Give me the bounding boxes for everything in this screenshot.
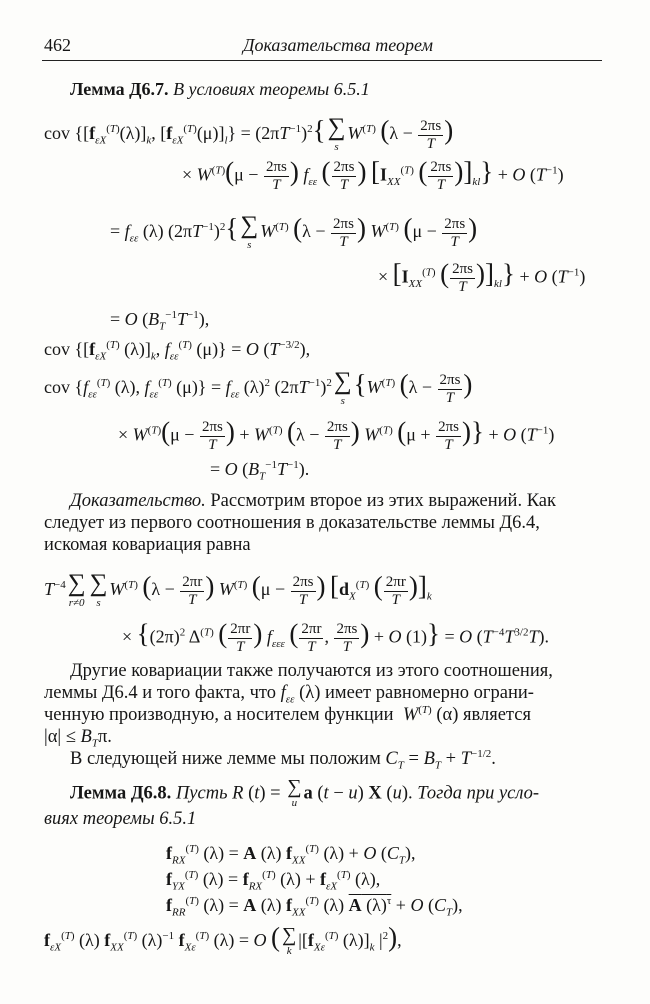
lemma-label: Лемма Д6.8.	[70, 783, 172, 804]
sum-symbol: ∑ s	[327, 114, 346, 153]
para-line-5: В следующей ниже лемме мы положим $C_T = B_T + T^{-1/2}$.	[70, 747, 496, 772]
equation-line-11: × {$(2\pi)^2$ $\Delta^{(T)}$ ( $\frac{2\pi r}{T}$ ) $f_{\varepsilon\varepsilon\varepsilon}$ ( $\frac{2\pi r}{T}$ , $\frac{2\pi s}{T}$ ) + O (1)} = O $(T^{-4}T^{3/2}T)$.	[122, 618, 549, 655]
lemma-label: Лемма Д6.7.	[70, 79, 169, 99]
lemma-eq-1: $f_{RX}^{(T)}$ (λ) = A (λ) $f_{XX}^{(T)}$ (λ) + O $(C_T)$,	[166, 843, 416, 867]
proof-line-1: Доказательство. Рассмотрим второе из этих выражений. Как	[70, 491, 557, 511]
proof-line-3: искомая ковариация равна	[44, 535, 251, 555]
lemma-eq-3: $f_{RR}^{(T)}$ (λ) = A (λ) $f_{XX}^{(T)}$ (λ) A $(\lambda)^\tau + O$ $(C_T)$,	[166, 895, 463, 919]
lemma-eq-2: $f_{YX}^{(T)}$ $(\lambda) = f_{RX}^{(T)}$ $(\lambda) + f_{\varepsilon X}^{(T)}$ (λ),	[166, 869, 381, 893]
equation-line-9: = O $(B_T^{-1}T^{-1})$.	[210, 459, 310, 483]
para-line-1: Другие ковариации также получаются из этого соотношения,	[70, 661, 553, 681]
lemma-condition: В условиях теоремы 6.5.1	[173, 79, 370, 99]
equation-line-10: $T^{-4}$ ∑ r≠0 ∑ s $W^{(T)}$ (λ − $\frac{2\pi r}{T}$ ) $W^{(T)}$ (μ − $\frac{2\pi s}{T}$ ) [$d_X^{(T)}$ ( $\frac{2\pi r}{T}$ )]$_k$	[44, 570, 432, 609]
equation-line-3: = $f_{\varepsilon\varepsilon}$ (λ) $(2\pi T^{-1})^2${ ∑ s $W^{(T)}$ (λ − $\frac{2\pi s}{T}$ ) $W^{(T)}$ (μ − $\frac{2\pi s}{T}$ )	[110, 212, 478, 251]
para-line-3: ченную производную, а носителем функции $W^{(T)}$ (α) является	[44, 703, 531, 725]
equation-line-4: × [$I_{XX}^{(T)}$ ( $\frac{2\pi s}{T}$ )]$_{kl}\} + O$ $(T^{-1})$	[378, 258, 586, 295]
cov-op: cov	[44, 123, 70, 144]
para-line-4: $|\alpha| \le B_T\pi$.	[44, 727, 112, 750]
lemma-d6-8-heading: Лемма Д6.8. Пусть R (t) = ∑ u a (t − u) X (u). Тогда при усло-	[70, 776, 540, 809]
proof-line-2: следует из первого соотношения в доказательстве леммы Д6.4,	[44, 513, 540, 533]
equation-line-8: × $W^{(T)}(\mu$ − $\frac{2\pi s}{T}$ ) + $W^{(T)}$ (λ − $\frac{2\pi s}{T}$ ) $W^{(T)}$ (μ + $\frac{2\pi s}{T}$ )} + O $(T^{-1})$	[118, 416, 555, 453]
lemma-eq-4: $f_{\varepsilon X}^{(T)}$ (λ) $f_{XX}^{(T)}$ $(\lambda)^{-1}$ $f_{X\varepsilon}^{(T)}$ (λ) = O ( ∑ k $|[f_{X\varepsilon}^{(T)}$ $(\lambda)]_k$ $|^2$),	[44, 922, 402, 957]
header-rule	[42, 60, 602, 61]
equation-line-5: = O $(B_T^{-1}T^{-1})$,	[110, 309, 210, 333]
fraction: $\frac{2\pi s}{T}$	[420, 117, 442, 152]
lemma-d6-7-heading	[70, 78, 370, 100]
para-line-2: леммы Д6.4 и того факта, что $f_{\varepsilon\varepsilon}$ (λ) имеет равномерно ограни-	[44, 683, 534, 706]
running-title: Доказательства теорем	[243, 35, 433, 55]
lemma-d6-8-cont: виях теоремы 6.5.1	[44, 809, 197, 829]
equation-line-2: × $W^{(T)}(\mu$ − $\frac{2\pi s}{T}$ ) $f_{\varepsilon\varepsilon}$ ( $\frac{2\pi s}{T}$ ) [$I_{XX}^{(T)}$ ( $\frac{2\pi s}{T}$ )]$_{kl}\} + O$ $(T^{-1})$	[182, 156, 564, 193]
proof-label: Доказательство.	[70, 491, 206, 511]
page-number: 462	[44, 35, 71, 55]
equation-line-1: cov {$[f_{\varepsilon X}^{(T)}(\lambda)]_k$, $[f_{\varepsilon X}^{(T)}(\mu)]_l\} = (2\pi T^{-1})^2${ ∑ s $W^{(T)}$ (λ − $\frac{2\pi s}{T}$ )	[44, 114, 454, 153]
equation-line-6: cov {[$f_{\varepsilon X}^{(T)}$ $(\lambda)]_k$, $f_{\varepsilon\varepsilon}^{(T)}$ (μ)} = O $(T^{-3/2})$,	[44, 339, 311, 363]
equation-line-7: cov {$f_{\varepsilon\varepsilon}^{(T)}$ (λ), $f_{\varepsilon\varepsilon}^{(T)}$ $(\mu)\} = f_{\varepsilon\varepsilon}$ $(\lambda)^2$ $(2\pi T^{-1})^2$ ∑ s {$W^{(T)}$ (λ − $\frac{2\pi s}{T}$ )	[44, 368, 473, 407]
